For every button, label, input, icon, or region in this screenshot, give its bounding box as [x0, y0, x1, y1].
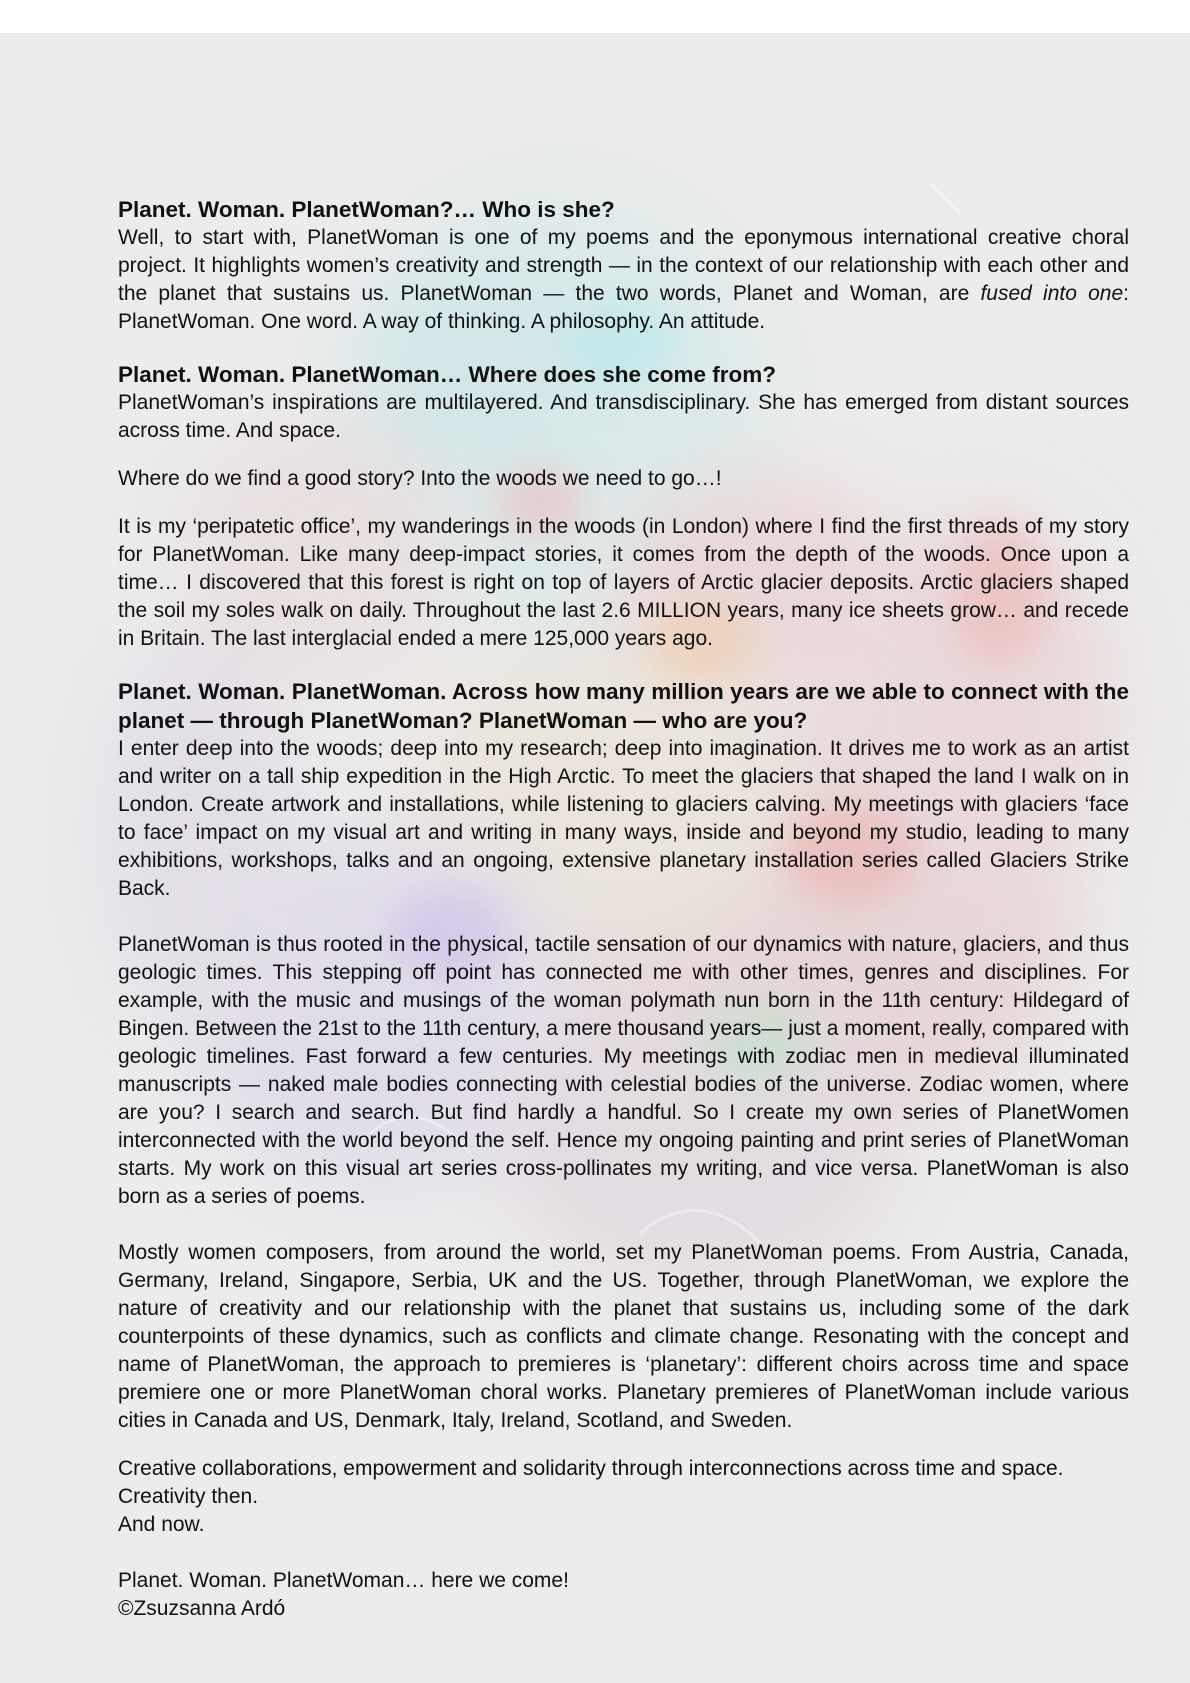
article-body	[118, 195, 1129, 1623]
paragraph-intro	[118, 224, 1129, 336]
heading-million-years: Planet. Woman. PlanetWoman. Across how many million years are we able to connect with the planet — through PlanetWoman? PlanetWoman — who are you?	[118, 679, 1129, 733]
document-page	[0, 33, 1190, 1683]
collaborations-line-2: Creativity then.	[118, 1485, 259, 1508]
paragraph-closing: Planet. Woman. PlanetWoman… here we come!	[118, 1569, 569, 1592]
paragraph-peripatetic-office: It is my ‘peripatetic office’, my wanderings in the woods (in London) where I find the first threads of my story for PlanetWoman. Like many deep-impact stories, it comes from the depth of the woods. Once upon a time… I discovered that this forest is right on top of layers of Arctic glacier deposits. Arctic glaciers shaped the soil my soles walk on daily. Throughout the last 2.6 MILLION years, many ice sheets grow… and recede in Britain. The last interglacial ended a mere 125,000 years ago.	[118, 515, 1129, 650]
paragraph-intro-text-1: Well, to start with, PlanetWoman is one of my poems and the eponymous international creative choral project. It highlights women’s creativity and strength — in the context of our relationship with each other and the planet that sustains us. PlanetWoman — the two words, Planet and Woman, are	[118, 226, 1129, 305]
paragraph-composers: Mostly women composers, from around the world, set my PlanetWoman poems. From Austria, Canada, Germany, Ireland, Singapore, Serbia, UK and the US. Together, through PlanetWoman, we explore the nature of creativity and our relationship with the planet that sustains us, including some of the dark counterpoints of these dynamics, such as conflicts and climate change. Resonating with the concept and name of PlanetWoman, the approach to premieres is ‘planetary’: different choirs across time and space premiere one or more PlanetWoman choral works. Planetary premieres of PlanetWoman include various cities in Canada and US, Denmark, Italy, Ireland, Scotland, and Sweden.	[118, 1241, 1129, 1432]
collaborations-line-3: And now.	[118, 1513, 205, 1536]
collaborations-line-1: Creative collaborations, empowerment and solidarity through interconnections across time and space.	[118, 1457, 1064, 1480]
paragraph-arctic-expedition: I enter deep into the woods; deep into my research; deep into imagination. It drives me to work as an artist and writer on a tall ship expedition in the High Arctic. To meet the glaciers that shaped the land I walk on in London. Create artwork and installations, while listening to glaciers calving. My meetings with glaciers ‘face to face’ impact on my visual art and writing in many ways, inside and beyond my studio, leading to many exhibitions, workshops, talks and an ongoing, extensive planetary installation series called Glaciers Strike Back.	[118, 737, 1129, 900]
paragraph-collaborations	[118, 1455, 1129, 1539]
paragraph-inspirations: PlanetWoman’s inspirations are multilayered. And transdisciplinary. She has emerged from distant sources across time. And space.	[118, 391, 1129, 442]
paragraph-good-story: Where do we find a good story? Into the woods we need to go…!	[118, 467, 722, 490]
paragraph-intro-italic: fused into one	[980, 282, 1124, 305]
paragraph-intro-text-2: : PlanetWoman. One word. A way of thinking. A philosophy. An attitude.	[118, 282, 1130, 333]
heading-where-from: Planet. Woman. PlanetWoman… Where does she come from?	[118, 362, 777, 387]
paragraph-rooted-physical: PlanetWoman is thus rooted in the physical, tactile sensation of our dynamics with nature, glaciers, and thus geologic times. This stepping off point has connected me with other times, genres and disciplines. For example, with the music and musings of the woman polymath nun born in the 11th century: Hildegard of Bingen. Between the 21st to the 11th century, a mere thousand years— just a moment, really, compared with geologic timelines. Fast forward a few centuries. My meetings with zodiac men in medieval illuminated manuscripts — naked male bodies connecting with celestial bodies of the universe. Zodiac women, where are you? I search and search. But find hardly a handful. So I create my own series of PlanetWomen interconnected with the world beyond the self. Hence my ongoing painting and print series of PlanetWoman starts. My work on this visual art series cross-pollinates my writing, and vice versa. PlanetWoman is also born as a series of poems.	[118, 933, 1129, 1208]
heading-who-is-she: Planet. Woman. PlanetWoman?… Who is she?	[118, 197, 615, 222]
copyright-notice: ©Zsuzsanna Ardó	[118, 1597, 286, 1620]
